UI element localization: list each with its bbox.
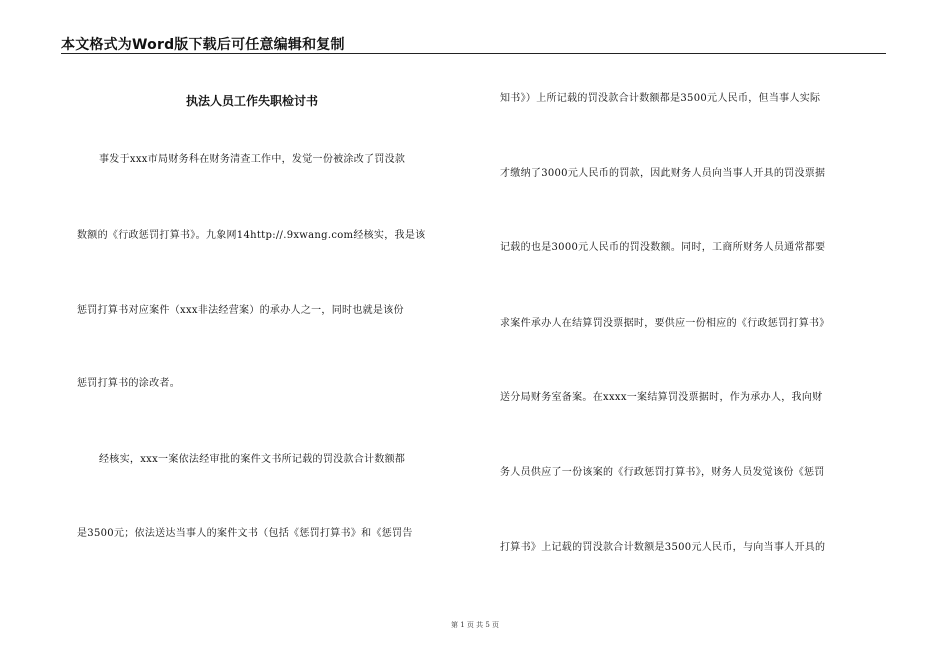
paragraph-line: 数额的《行政惩罚打算书》。九象网14http://.9xwang.com经核实，我是该 [77,230,426,241]
document-header: 本文格式为Word版下载后可任意编辑和复制 [61,37,345,53]
paragraph-line: 经核实，xxx一案依法经审批的案件文书所记载的罚没款合计数额都 [99,454,406,465]
page-number: 第 1 页 共 5 页 [450,621,500,629]
paragraph-line: 惩罚打算书的涂改者。 [77,378,180,389]
paragraph-line: 求案件承办人在结算罚没票据时，要供应一份相应的《行政惩罚打算书》 [500,318,830,329]
paragraph-line: 惩罚打算书对应案件（xxx非法经营案）的承办人之一，同时也就是该份 [77,305,404,316]
paragraph-line: 知书》）上所记载的罚没款合计数额都是3500元人民币，但当事人实际 [500,93,821,104]
paragraph-line: 记载的也是3000元人民币的罚没数额。同时，工商所财务人员通常都要 [500,242,826,253]
paragraph-line: 事发于xxx市局财务科在财务清查工作中，发觉一份被涂改了罚没款 [99,154,406,165]
document-title: 执法人员工作失职检讨书 [186,94,319,108]
paragraph-line: 是3500元；依法送达当事人的案件文书（包括《惩罚打算书》和《惩罚告 [77,528,413,539]
header-divider [61,53,886,54]
paragraph-line: 务人员供应了一份该案的《行政惩罚打算书》，财务人员发觉该份《惩罚 [500,467,825,478]
paragraph-line: 才缴纳了3000元人民币的罚款，因此财务人员向当事人开具的罚没票据 [500,168,826,179]
paragraph-line: 打算书》上记载的罚没款合计数额是3500元人民币，与向当事人开具的 [500,542,826,553]
paragraph-line: 送分局财务室备案。在xxxx一案结算罚没票据时，作为承办人，我向财 [500,392,823,403]
